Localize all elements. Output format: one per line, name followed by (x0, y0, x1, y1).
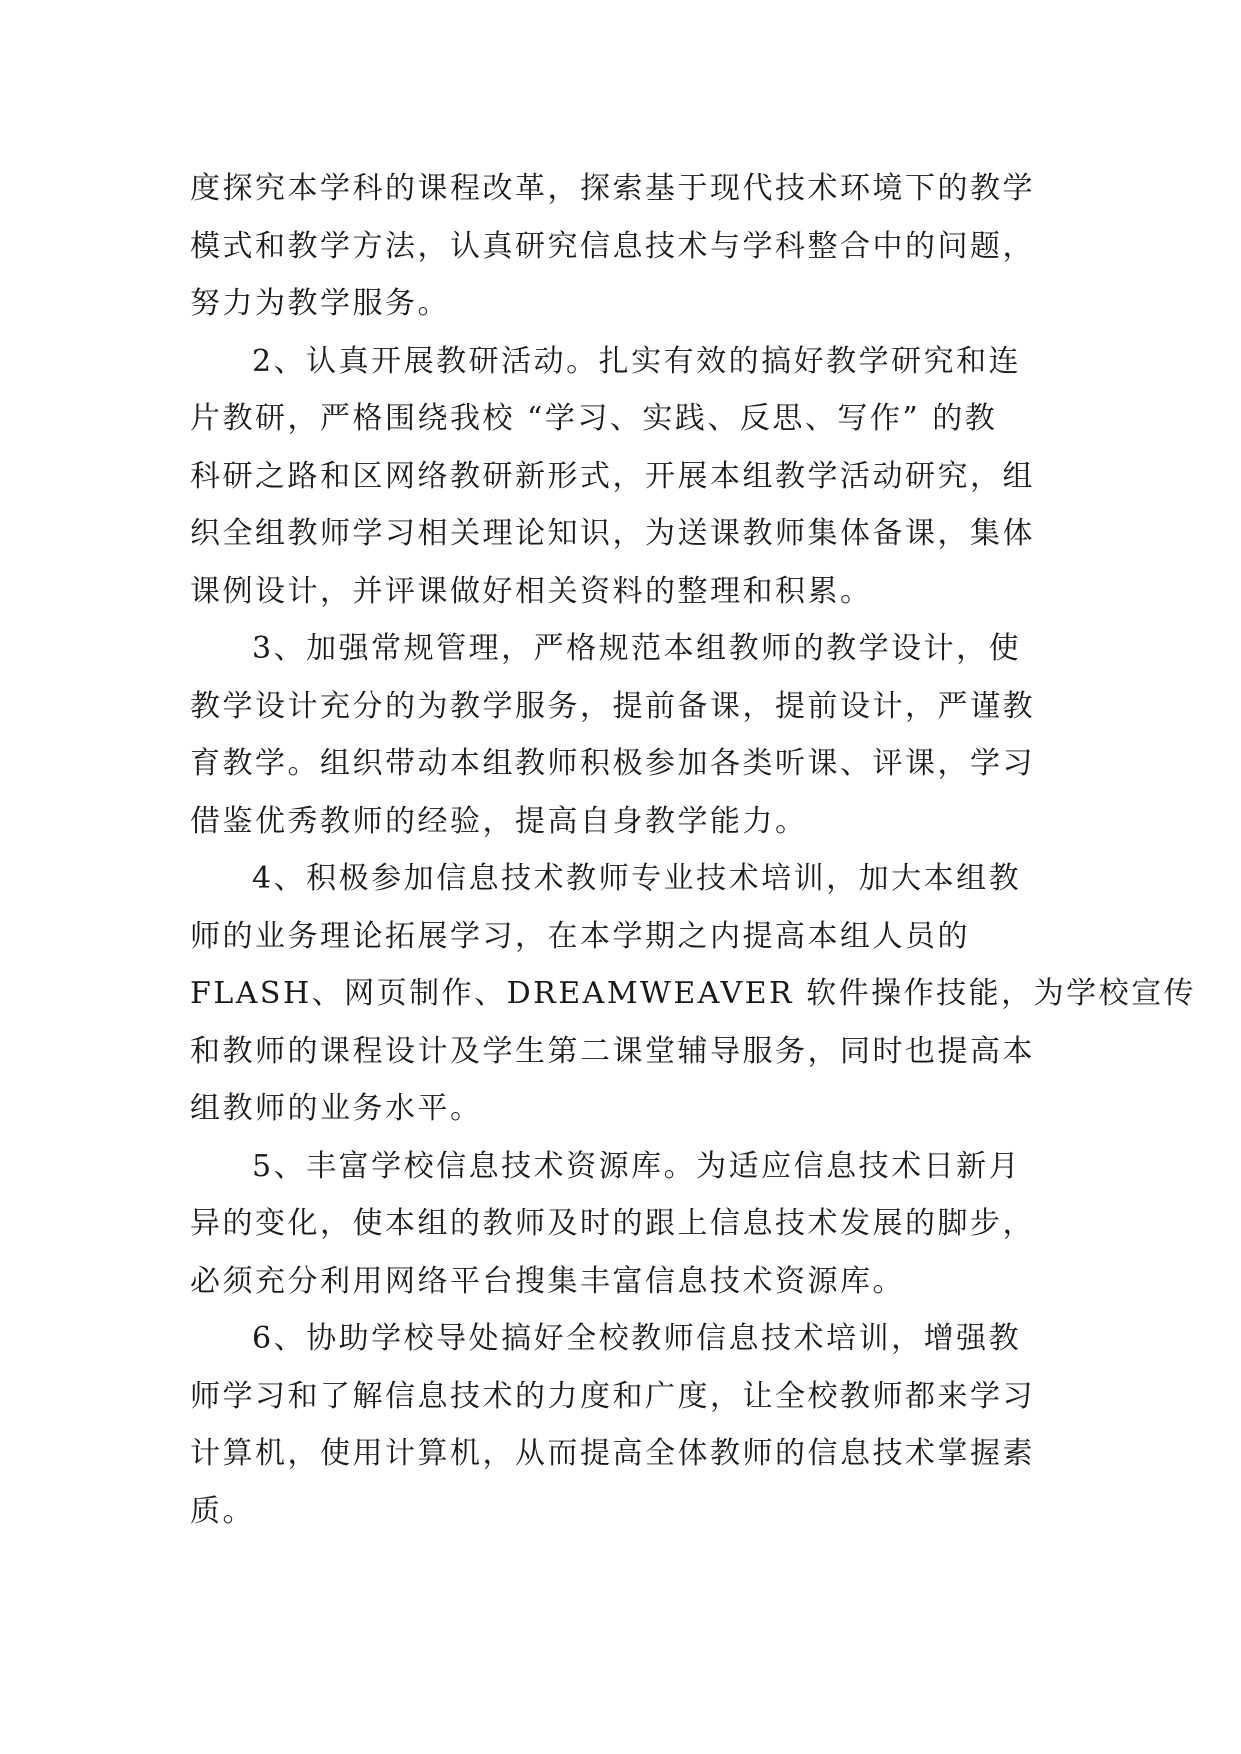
text-line: 6、协助学校导处搞好全校教师信息技术培训，增强教 (252, 1321, 1022, 1356)
text-line: 努力为教学服务。 (190, 286, 450, 321)
text-line: 5、丰富学校信息技术资源库。为适应信息技术日新月 (252, 1148, 1022, 1184)
document-body (190, 160, 1197, 1540)
text-line: 和教师的课程设计及学生第二课堂辅导服务，同时也提高本 (190, 1033, 1035, 1069)
text-line: 科研之路和区网络教研新形式，开展本组教学活动研究，组 (190, 458, 1035, 494)
text-line: 模式和教学方法，认真研究信息技术与学科整合中的问题， (190, 228, 1035, 264)
text-line: 片教研，严格围绕我校 “学习、实践、反思、写作” 的教 (190, 401, 998, 436)
text-line: 质。 (190, 1493, 255, 1529)
text-line: 组教师的业务水平。 (190, 1091, 483, 1126)
text-line: 异的变化，使本组的教师及时的跟上信息技术发展的脚步， (190, 1206, 1035, 1241)
text-line: 2、认真开展教研活动。扎实有效的搞好教学研究和连 (252, 343, 1022, 379)
text-line: 织全组教师学习相关理论知识，为送课教师集体备课，集体 (190, 516, 1035, 551)
text-line: 借鉴优秀教师的经验，提高自身教学能力。 (190, 803, 808, 839)
text-line: 计算机，使用计算机，从而提高全体教师的信息技术掌握素 (190, 1436, 1035, 1471)
text-line: 师的业务理论拓展学习，在本学期之内提高本组人员的 (190, 918, 970, 954)
text-line: 度探究本学科的课程改革，探索基于现代技术环境下的教学 (190, 171, 1035, 206)
text-line: FLASH、网页制作、DREAMWEAVER 软件操作技能，为学校宣传 (190, 976, 1197, 1011)
text-line: 育教学。组织带动本组教师积极参加各类听课、评课，学习 (190, 746, 1035, 781)
text-line: 师学习和了解信息技术的力度和广度，让全校教师都来学习 (190, 1378, 1035, 1414)
text-line: 4、积极参加信息技术教师专业技术培训，加大本组教 (252, 861, 1022, 896)
text-line: 教学设计充分的为教学服务，提前备课，提前设计，严谨教 (190, 688, 1035, 724)
text-line: 3、加强常规管理，严格规范本组教师的教学设计，使 (252, 631, 1022, 666)
text-line: 必须充分利用网络平台搜集丰富信息技术资源库。 (190, 1263, 905, 1299)
text-line: 课例设计，并评课做好相关资料的整理和积累。 (190, 573, 873, 609)
